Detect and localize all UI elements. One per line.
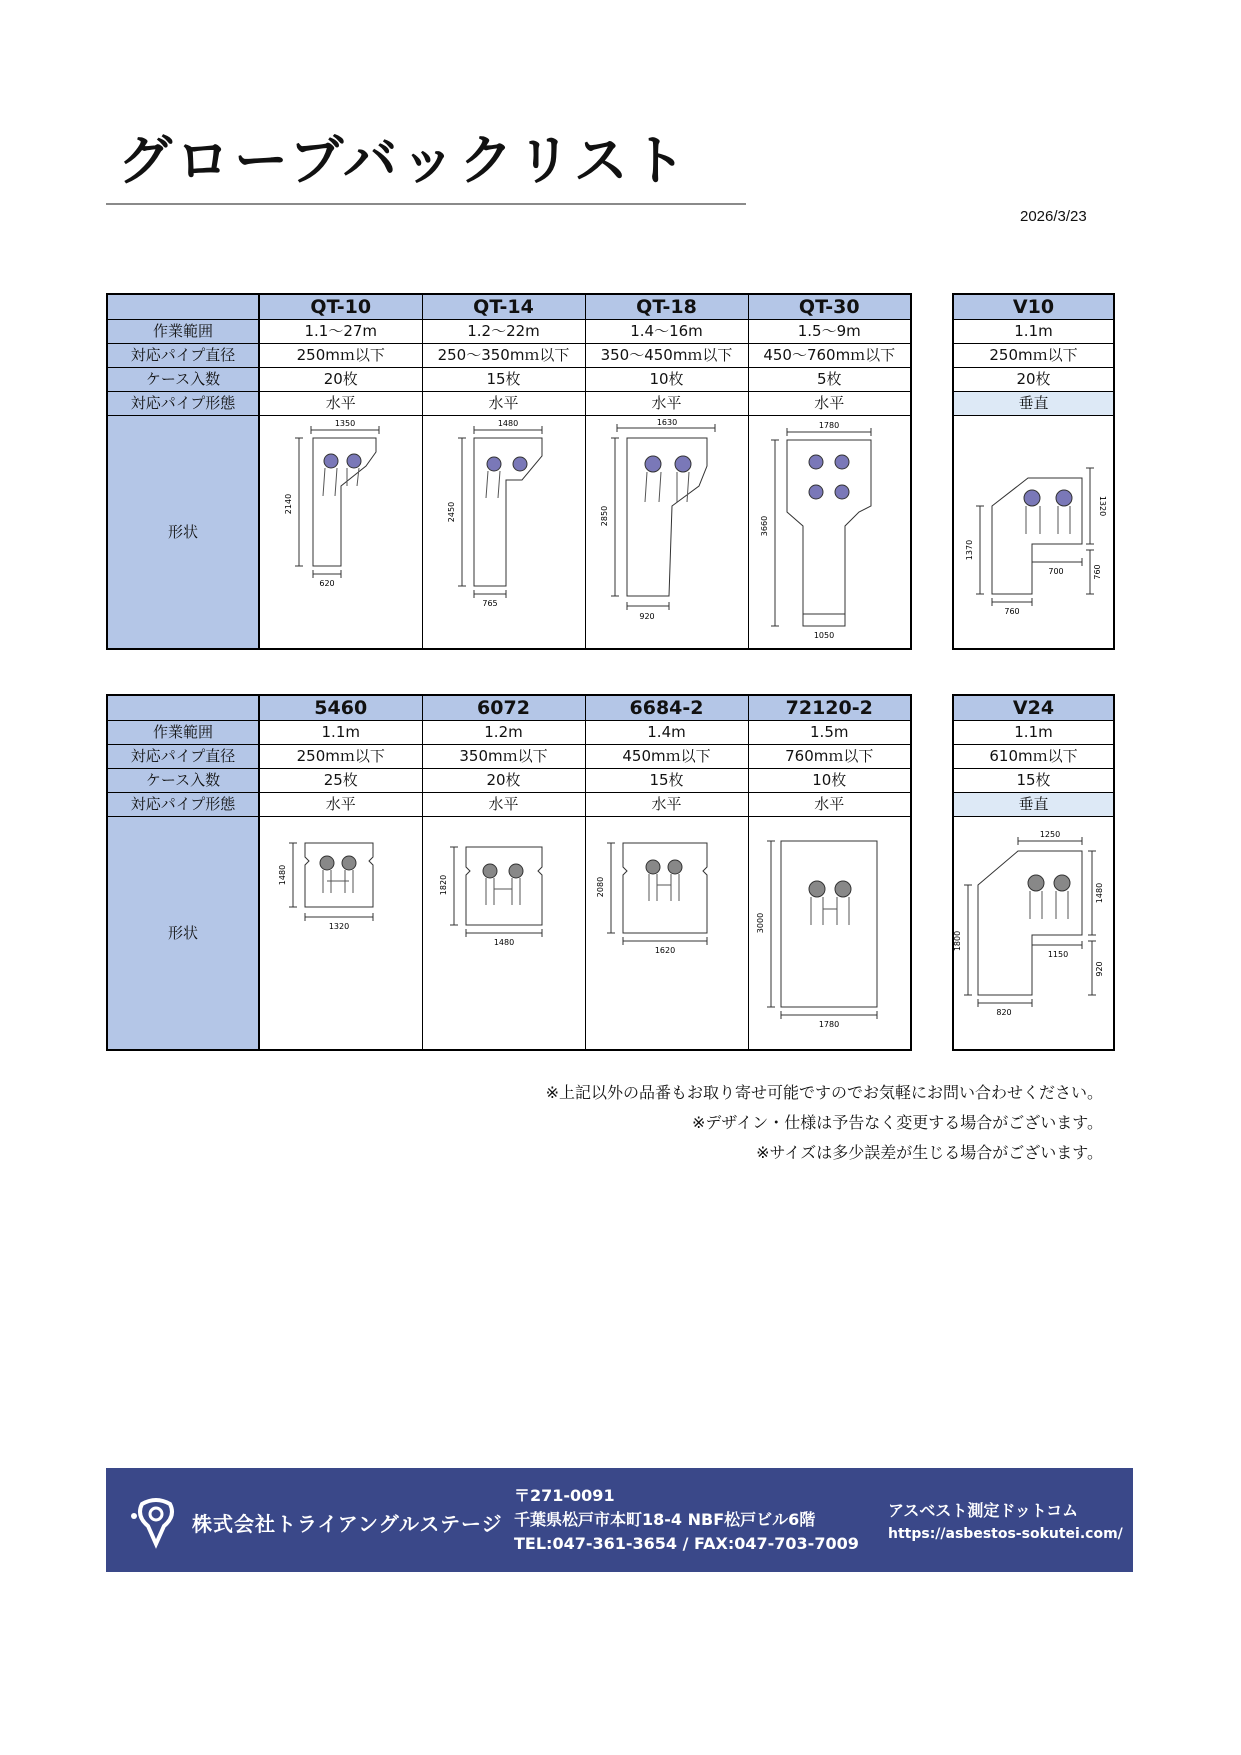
cell-diameter: 250～350mｍ以下 (422, 344, 585, 368)
model-header: QT-30 (748, 294, 911, 320)
model-header: V24 (953, 695, 1114, 721)
document-date: 2026/3/23 (1020, 208, 1087, 225)
model-header: QT-18 (585, 294, 748, 320)
glove-bag-diagram (261, 817, 421, 1045)
dim-height: 1820 (438, 874, 448, 896)
title-divider (106, 203, 746, 205)
glove-bag-diagram (261, 416, 421, 644)
postal-code: 〒271-0091 (514, 1486, 615, 1505)
dim-width: 1780 (819, 421, 840, 430)
dim-bottom: 920 (638, 612, 655, 621)
dim-inner-width: 1150 (1047, 950, 1069, 959)
cell-form: 垂直 (953, 793, 1114, 817)
row-label-form: 対応パイプ形態 (107, 392, 259, 416)
dim-bottom: 760 (1004, 607, 1020, 616)
dim-bottom: 1480 (493, 938, 514, 947)
cell-form: 水平 (422, 392, 585, 416)
dim-height: 2080 (595, 876, 605, 898)
dim-lower-height: 760 (1093, 564, 1102, 580)
cell-form: 水平 (585, 392, 748, 416)
note-line: ※上記以外の品番もお取り寄せ可能ですのでお気軽にお問い合わせください。 (545, 1083, 1103, 1102)
cell-case: 15枚 (953, 769, 1114, 793)
cell-case: 10枚 (585, 368, 748, 392)
dim-height: 1480 (277, 864, 287, 886)
dim-bottom: 1780 (819, 1020, 840, 1029)
dim-bottom: 1320 (328, 922, 349, 931)
glove-bag-diagram (954, 817, 1114, 1045)
row-label-case: ケース入数 (107, 769, 259, 793)
dim-width: 1250 (1039, 830, 1061, 839)
cell-range: 1.5～9m (748, 320, 911, 344)
dim-height: 3000 (756, 912, 766, 934)
cell-form: 水平 (748, 793, 911, 817)
cell-diameter: 250mｍ以下 (259, 745, 422, 769)
cell-form: 水平 (585, 793, 748, 817)
shape-cell (259, 416, 422, 650)
spec-table-2-vertical (952, 694, 1115, 1051)
model-header: QT-10 (259, 294, 422, 320)
dim-width: 1350 (334, 419, 355, 428)
cell-range: 1.1～27m (259, 320, 422, 344)
row-label-form: 対応パイプ形態 (107, 793, 259, 817)
footer-banner (106, 1468, 1133, 1572)
cell-form: 水平 (259, 793, 422, 817)
glove-bag-diagram (424, 817, 584, 1045)
cell-case: 20枚 (953, 368, 1114, 392)
shape-cell (748, 416, 911, 650)
company-name: 株式会社トライアングルステージ (192, 1512, 503, 1536)
dim-height: 2450 (446, 501, 456, 523)
shape-cell (585, 416, 748, 650)
phone-fax: TEL:047-361-3654 / FAX:047-703-7009 (514, 1534, 859, 1553)
company-address (514, 1484, 859, 1556)
cell-diameter: 250mｍ以下 (259, 344, 422, 368)
dim-inner-width: 700 (1048, 567, 1064, 576)
spec-table-2 (106, 694, 912, 1051)
cell-case: 20枚 (259, 368, 422, 392)
shape-cell (259, 817, 422, 1051)
row-label-shape: 形状 (107, 817, 259, 1051)
cell-case: 25枚 (259, 769, 422, 793)
row-label-diameter: 対応パイプ直径 (107, 344, 259, 368)
cell-form: 水平 (259, 392, 422, 416)
glove-bag-diagram (749, 817, 909, 1045)
shape-cell (585, 817, 748, 1051)
model-header: QT-14 (422, 294, 585, 320)
row-label-case: ケース入数 (107, 368, 259, 392)
shape-cell (953, 817, 1114, 1051)
row-label-diameter: 対応パイプ直径 (107, 745, 259, 769)
cell-range: 1.4m (585, 721, 748, 745)
page-title: グローブバックリスト (118, 129, 690, 192)
cell-case: 15枚 (585, 769, 748, 793)
model-header: V10 (953, 294, 1114, 320)
street-address: 千葉県松戸市本町18-4 NBF松戸ビル6階 (514, 1510, 816, 1529)
cell-diameter: 610mｍ以下 (953, 745, 1114, 769)
cell-case: 5枚 (748, 368, 911, 392)
dim-right-height: 1480 (1095, 882, 1104, 904)
glove-bag-diagram (749, 416, 909, 644)
cell-form: 垂直 (953, 392, 1114, 416)
cell-range: 1.4～16m (585, 320, 748, 344)
dim-width: 1480 (497, 419, 518, 428)
company-logo-icon (128, 1496, 184, 1548)
cell-range: 1.1m (953, 320, 1114, 344)
glove-bag-diagram (424, 416, 584, 644)
shape-cell (422, 416, 585, 650)
cell-form: 水平 (748, 392, 911, 416)
cell-range: 1.1m (953, 721, 1114, 745)
model-header: 5460 (259, 695, 422, 721)
spec-table-1-vertical (952, 293, 1115, 650)
dim-lower-height: 920 (1095, 961, 1104, 977)
cell-range: 1.2m (422, 721, 585, 745)
dim-bottom: 820 (996, 1008, 1012, 1017)
dim-height: 2140 (283, 493, 293, 515)
dim-height: 2850 (599, 505, 609, 527)
glove-bag-diagram (587, 817, 747, 1045)
shape-cell (422, 817, 585, 1051)
cell-diameter: 760mｍ以下 (748, 745, 911, 769)
spec-table-1 (106, 293, 912, 650)
model-header: 6684-2 (585, 695, 748, 721)
cell-range: 1.5m (748, 721, 911, 745)
dim-left-height: 1370 (965, 539, 974, 561)
cell-diameter: 250mｍ以下 (953, 344, 1114, 368)
header-corner (107, 695, 259, 721)
model-header: 6072 (422, 695, 585, 721)
header-corner (107, 294, 259, 320)
dim-bottom: 1050 (814, 631, 835, 640)
dim-bottom: 1620 (654, 946, 675, 955)
cell-diameter: 350mｍ以下 (422, 745, 585, 769)
glove-bag-diagram (587, 416, 747, 644)
dim-bottom: 620 (319, 579, 335, 588)
row-label-shape: 形状 (107, 416, 259, 650)
dim-height: 3660 (760, 515, 770, 537)
cell-range: 1.2～22m (422, 320, 585, 344)
dim-width: 1630 (656, 418, 677, 427)
note-line: ※デザイン・仕様は予告なく変更する場合がございます。 (691, 1113, 1103, 1132)
cell-diameter: 350～450mｍ以下 (585, 344, 748, 368)
cell-range: 1.1m (259, 721, 422, 745)
shape-cell (953, 416, 1114, 650)
dim-bottom: 765 (481, 599, 498, 608)
dim-left-height: 1800 (953, 930, 962, 952)
cell-case: 20枚 (422, 769, 585, 793)
model-header: 72120-2 (748, 695, 911, 721)
site-title: アスベスト測定ドットコム (888, 1501, 1079, 1520)
cell-form: 水平 (422, 793, 585, 817)
row-label-range: 作業範囲 (107, 320, 259, 344)
row-label-range: 作業範囲 (107, 721, 259, 745)
glove-bag-diagram (954, 416, 1114, 644)
dim-right-height: 1320 (1098, 495, 1107, 517)
shape-cell (748, 817, 911, 1051)
cell-case: 10枚 (748, 769, 911, 793)
site-url-link[interactable]: https://asbestos-sokutei.com/ (888, 1526, 1123, 1542)
cell-case: 15枚 (422, 368, 585, 392)
note-line: ※サイズは多少誤差が生じる場合がございます。 (756, 1143, 1103, 1162)
cell-diameter: 450mｍ以下 (585, 745, 748, 769)
cell-diameter: 450～760mｍ以下 (748, 344, 911, 368)
